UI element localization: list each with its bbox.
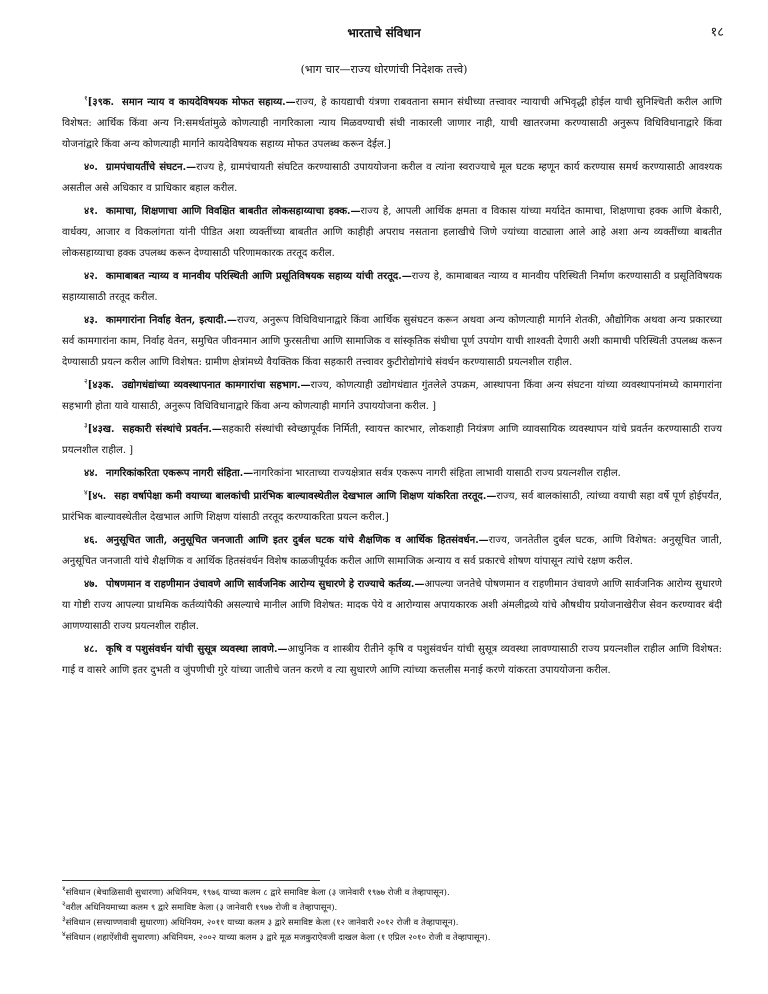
footnote-marker: २	[62, 901, 66, 909]
article-heading: सहा वर्षापेक्षा कमी वयाच्या बालकांची प्रारंभिक बाल्यावस्थेतील देखभाल आणि शिक्षण यांकरिता तरतूद.—	[114, 491, 497, 502]
article-paragraph	[62, 486, 722, 528]
article-heading: कामाबाबत न्याय्य व मानवीय परिस्थिती आणि प्रसूतिविषयक सहाय्य यांची तरतूद.—	[105, 271, 412, 282]
footnote-text: वरील अधिनियमाच्या कलम ९ द्वारे समाविष्ट केला (३ जानेवारी १९७७ रोजी व तेव्हापासून).	[65, 903, 338, 913]
article-heading: पोषणमान व राहणीमान उंचावणे आणि सार्वजनिक आरोग्य सुधारणे हे राज्याचे कर्तव्य.—	[105, 579, 425, 590]
article-paragraph	[62, 463, 722, 484]
article-heading: ग्रामपंचायतींचे संघटन.—	[105, 162, 197, 173]
footnote	[62, 931, 722, 946]
article-paragraph	[62, 639, 722, 681]
page-number: १८	[710, 25, 724, 40]
article-paragraph	[62, 574, 722, 637]
article-paragraph	[62, 201, 722, 264]
article-paragraph	[62, 92, 722, 155]
article-number: ४३.	[84, 315, 98, 326]
article-heading: कामगारांना निर्वाह वेतन, इत्यादी.—	[105, 315, 237, 326]
article-text: सहकारी संस्थांची स्वेच्छापूर्वक निर्मिती, स्वायत्त कारभार, लोकशाही नियंत्रण आणि व्यावसायिक व्यवस्थापन यांचे प्रवर्तन करण्यासाठी राज्य प्रयत्नशील राहील. ]	[62, 424, 723, 456]
footnote	[62, 886, 722, 901]
article-number: ४७.	[84, 579, 98, 590]
article-number: [४३ख.	[87, 424, 115, 435]
article-number: [४५.	[87, 491, 107, 502]
footnotes	[62, 886, 722, 946]
footnote-reference: २	[84, 377, 88, 386]
article-number: [३९क.	[87, 97, 114, 108]
article-text: राज्य हे, कामाबाबत न्याय्य व मानवीय परिस्थिती निर्माण करण्यासाठी व प्रसूतिविषयक सहाय्यासाठी तरतूद करील.	[62, 271, 722, 303]
footnote-text: संविधान (बेचाळिसावी सुधारणा) अधिनियम, १९७६ याच्या कलम ८ द्वारे समाविष्ट केला (३ जानेवारी १९७७ रोजी व तेव्हापासून).	[65, 888, 450, 898]
article-heading: उद्योगधंद्यांच्या व्यवस्थापनात कामगारांचा सहभाग.—	[121, 380, 311, 391]
footnote-reference: ४	[84, 488, 88, 497]
article-number: ४२.	[84, 271, 98, 282]
article-number: ४६.	[84, 535, 98, 546]
footnote-divider	[62, 880, 320, 881]
article-paragraph	[62, 157, 722, 199]
article-paragraph	[62, 266, 722, 308]
article-heading: सहकारी संस्थांचे प्रवर्तन.—	[122, 424, 222, 435]
article-paragraph	[62, 310, 722, 373]
article-paragraph	[62, 530, 722, 572]
footnote-text: संविधान (शहाऐंशीवी सुधारणा) अधिनियम, २००२ याच्या कलम ३ द्वारे मूळ मजकुराऐवजी दाखल केला (१ एप्रिल २०१० रोजी व तेव्हापासून).	[65, 933, 491, 943]
article-text: राज्य, कोणत्याही उद्योगधंद्यात गुंतलेले उपक्रम, आस्थापना किंवा अन्य संघटना यांच्या व्यवस्थापनांमध्ये कामगारांना सहभागी होता यावे यासाठी, अनुरूप विधिविधानाद्वारे किंवा अन्य कोणत्याही मार्गाने उपाययोजना करील. ]	[62, 380, 722, 412]
article-heading: अनुसूचित जाती, अनुसूचित जनजाती आणि इतर दुर्बल घटक यांचे शैक्षणिक व आर्थिक हितसंवर्धन.—	[105, 535, 489, 546]
article-text: राज्य, हे कायद्याची यंत्रणा राबवताना समान संधीच्या तत्त्वावर न्यायाची अभिवृद्धी होईल याची सुनिश्चिती करील आणि विशेषत: आर्थिक किंवा अन्य नि:समर्थतांमुळे कोणत्याही नागरिकाला न्याय मिळवण्याची संधी नाकारली जाणार नाही, याची खातरजमा करण्यासाठी अनुरूप विधिविधानाद्वारे किंवा योजनांद्वारे किंवा अन्य कोणत्याही मार्गाने कायदेविषयक सहाय्य मोफत उपलब्ध करून देईल.]	[62, 97, 722, 150]
articles-body	[62, 92, 722, 683]
article-paragraph	[62, 419, 722, 461]
page-header	[0, 22, 768, 46]
footnote-reference: ३	[84, 421, 88, 430]
article-text: राज्य हे, आपली आर्थिक क्षमता व विकास यांच्या मर्यादेत कामाचा, शिक्षणाचा हक्क आणि बेकारी, वार्धक्य, आजार व विकलांगता यांनी पीडित अशा व्यक्तींच्या बाबतीत आणि काहीही अपराध नसताना हलाखीचे जिणे ज्यांच्या वाट्याला आले आहे अशा अन्य व्यक्तींच्या बाबतीत लोकसहाय्याचा हक्क उपलब्ध करून देण्यासाठी परिणामकारक तरतूद करील.	[62, 206, 723, 259]
article-number: ४१.	[84, 206, 98, 217]
page-title: भारताचे संविधान	[347, 26, 421, 40]
article-text: आपल्या जनतेचे पोषणमान व राहणीमान उंचावणे आणि सार्वजनिक आरोग्य सुधारणे या गोष्टी राज्य आपल्या प्राथमिक कर्तव्यांपैकी असल्याचे मानील आणि विशेषत: मादक पेये व आरोग्यास अपायकारक अशी अंमलीद्रव्ये यांचे औषधीय प्रयोजनाखेरीज सेवन करण्यावर बंदी आणण्यासाठी राज्य प्रयत्नशील राहील.	[62, 579, 723, 632]
article-heading: कृषि व पशुसंवर्धन यांची सुसूत्र व्यवस्था लावणे.—	[105, 644, 288, 655]
article-number: ४४.	[84, 468, 98, 479]
footnote-reference: १	[84, 94, 88, 103]
footnote-marker: ४	[62, 931, 66, 939]
part-title: (भाग चार—राज्य धोरणांची निदेशक तत्त्वे)	[300, 63, 468, 76]
footnote-marker: १	[62, 886, 66, 894]
article-number: ४८.	[84, 644, 98, 655]
article-number: ४०.	[84, 162, 98, 173]
article-heading: समान न्याय व कायदेविषयक मोफत सहाय्य.—	[121, 97, 296, 108]
article-text: राज्य हे, ग्रामपंचायती संघटित करण्यासाठी उपाययोजना करील व त्यांना स्वराज्याचे मूल घटक म्हणून कार्य करण्यास समर्थ करण्यासाठी आवश्यक असतील असे अधिकार व प्राधिकार बहाल करील.	[62, 162, 722, 194]
article-number: [४३क.	[87, 380, 114, 391]
article-text: राज्य, अनुरूप विधिविधानाद्वारे किंवा आर्थिक सुसंघटन करून अथवा अन्य कोणत्याही मार्गाने शेतकी, औद्योगिक अथवा अन्य प्रकारच्या सर्व कामगारांना काम, निर्वाह वेतन, समुचित जीवनमान आणि फुरसतीचा आणि सामाजिक व सांस्कृतिक संधीचा पूर्ण उपयोग याची शाश्वती देणारी अशी कामाची परिस्थिती उपलब्ध करून देण्यासाठी प्रयत्न करील आणि विशेषत: ग्रामीण क्षेत्रांमध्ये वैयक्तिक किंवा सहकारी तत्त्वावर कुटीरोद्योगांचे संवर्धन करण्यासाठी प्रयत्नशील राहील.	[62, 315, 722, 368]
article-text: राज्य, जनतेतील दुर्बल घटक, आणि विशेषत: अनुसूचित जाती, अनुसूचित जनजाती यांचे शैक्षणिक व आर्थिक हितसंवर्धन विशेष काळजीपूर्वक करील आणि सामाजिक अन्याय व सर्व प्रकारचे शोषण यांपासून त्यांचे रक्षण करील.	[62, 535, 722, 567]
article-paragraph	[62, 375, 722, 417]
article-heading: नागरिकांकरिता एकरूप नागरी संहिता.—	[105, 468, 254, 479]
article-text: नागरिकांना भारताच्या राज्यक्षेत्रात सर्वत्र एकरूप नागरी संहिता लाभावी यासाठी राज्य प्रयत्नशील राहील.	[253, 468, 621, 479]
footnote	[62, 901, 722, 916]
footnote	[62, 916, 722, 931]
article-text: राज्य, सर्व बालकांसाठी, त्यांच्या वयाची सहा वर्षे पूर्ण होईपर्यंत, प्रारंभिक बाल्यावस्थेतील देखभाल आणि शिक्षण यांसाठी तरतूद करण्याकरिता प्रयत्न करील.]	[62, 491, 722, 523]
footnote-marker: ३	[62, 916, 66, 924]
footnote-text: संविधान (सत्त्याण्णवावी सुधारणा) अधिनियम, २०११ याच्या कलम ३ द्वारे समाविष्ट केला (१२ जानेवारी २०१२ रोजी व तेव्हापासून).	[65, 918, 459, 928]
article-heading: कामाचा, शिक्षणाचा आणि विवक्षित बाबतीत लोकसहाय्याचा हक्क.—	[105, 206, 361, 217]
article-text: आधुनिक व शास्त्रीय रीतीने कृषि व पशुसंवर्धन यांची सुसूत्र व्यवस्था लावण्यासाठी राज्य प्रयत्नशील राहील आणि विशेषत: गाई व वासरे आणि इतर दुभती व जुंपणीची गुरे यांच्या जातीचे जतन करणे व त्या सुधारणे आणि त्यांच्या कत्तलीस मनाई करणे यांकरता उपाययोजना करील.	[62, 644, 722, 676]
